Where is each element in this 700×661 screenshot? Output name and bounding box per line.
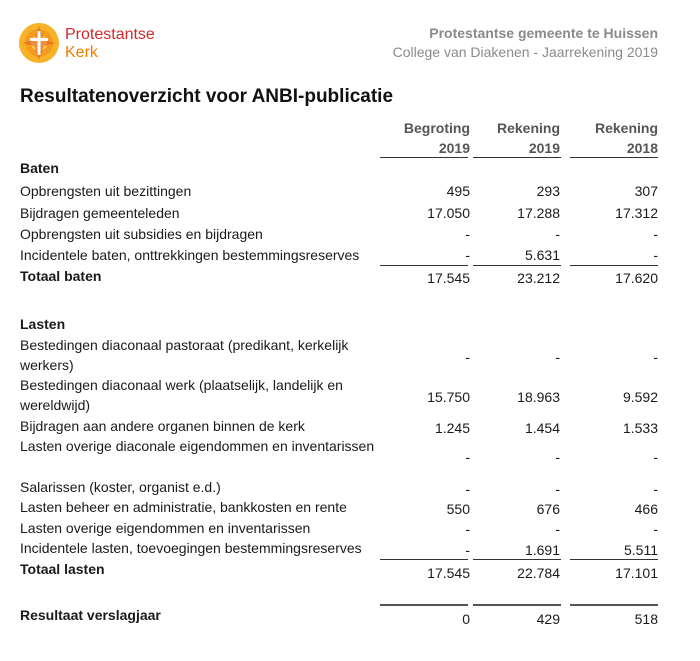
row-label: Opbrengsten uit bezittingen: [20, 183, 192, 199]
value-begroting-2019: 17.050: [427, 205, 470, 221]
value-begroting-2019: 17.545: [427, 270, 470, 286]
value-begroting-2019: -: [465, 247, 470, 263]
value-rekening-2019: -: [555, 481, 560, 497]
row-label: Totaal lasten: [20, 561, 105, 577]
value-rekening-2018: 1.533: [622, 420, 658, 436]
value-rekening-2018: -: [653, 521, 658, 537]
header-underline: [380, 157, 468, 158]
value-rekening-2018: -: [653, 449, 658, 465]
value-rekening-2019: 17.288: [517, 205, 560, 221]
value-begroting-2019: 495: [446, 183, 470, 199]
page-title: Resultatenoverzicht voor ANBI-publicatie: [20, 86, 394, 107]
row-label: Incidentele lasten, toevoegingen bestemmingsreserves: [20, 540, 362, 556]
value-begroting-2019: 550: [446, 501, 470, 517]
value-rekening-2018: -: [653, 226, 658, 242]
header-underline: [570, 157, 658, 158]
row-label: Lasten beheer en administratie, bankkosten en rente: [20, 499, 347, 515]
row-label: Bijdragen gemeenteleden: [20, 205, 180, 221]
row-label: Incidentele baten, onttrekkingen bestemmingsreserves: [20, 247, 360, 263]
logo-line-1: Protestantse: [65, 26, 155, 43]
value-rekening-2019: 18.963: [517, 389, 560, 405]
subtotal-line: [380, 265, 468, 266]
column-header-begroting-2019: Begroting 2019: [403, 120, 470, 156]
row-label: Lasten overige eigendommen en inventarissen: [20, 520, 311, 536]
value-rekening-2019: -: [555, 349, 560, 365]
subtotal-line: [473, 265, 561, 266]
value-rekening-2019: 293: [536, 183, 560, 199]
value-rekening-2018: 17.620: [615, 270, 658, 286]
value-rekening-2019: 1.454: [524, 420, 560, 436]
value-begroting-2019: -: [465, 349, 470, 365]
value-begroting-2019: -: [465, 449, 470, 465]
row-label: Lasten overige diaconale eigendommen en inventarissen: [20, 438, 375, 454]
value-rekening-2018: 466: [634, 501, 658, 517]
row-label: Bestedingen diaconaal pastoraat (predikant, kerkelijk werkers): [20, 337, 349, 373]
value-rekening-2019: -: [555, 521, 560, 537]
result-line: [570, 604, 658, 606]
document-subtitle: College van Diakenen - Jaarrekening 2019: [392, 44, 658, 60]
value-rekening-2018: 17.312: [615, 205, 658, 221]
value-begroting-2019: -: [465, 521, 470, 537]
value-begroting-2019: 17.545: [427, 565, 470, 581]
value-rekening-2018: -: [653, 349, 658, 365]
row-label: Resultaat verslagjaar: [20, 607, 161, 623]
value-rekening-2018: -: [653, 481, 658, 497]
logo-line-2: Kerk: [65, 44, 98, 61]
church-logo: [18, 22, 168, 64]
value-rekening-2018: 17.101: [615, 565, 658, 581]
subtotal-line: [473, 559, 561, 560]
value-rekening-2018: 5.511: [624, 542, 658, 558]
value-rekening-2018: 518: [634, 611, 658, 627]
row-label: Bestedingen diaconaal werk (plaatselijk, landelijk en wereldwijd): [20, 377, 343, 413]
header-underline: [473, 157, 561, 158]
result-line: [380, 604, 468, 606]
value-begroting-2019: 0: [462, 611, 470, 627]
row-label: Opbrengsten uit subsidies en bijdragen: [20, 226, 263, 242]
value-rekening-2019: 22.784: [517, 565, 560, 581]
value-rekening-2018: -: [653, 247, 658, 263]
column-header-rekening-2018: Rekening 2018: [594, 120, 658, 156]
value-begroting-2019: -: [465, 481, 470, 497]
value-rekening-2019: 5.631: [524, 247, 560, 263]
row-label: Totaal baten: [20, 268, 102, 284]
row-label: Bijdragen aan andere organen binnen de kerk: [20, 418, 305, 434]
value-begroting-2019: 15.750: [427, 389, 470, 405]
value-rekening-2019: 1.691: [524, 542, 560, 558]
row-label: Salarissen (koster, organist e.d.): [20, 479, 221, 495]
value-begroting-2019: -: [465, 226, 470, 242]
subtotal-line: [570, 559, 658, 560]
value-rekening-2019: -: [555, 226, 560, 242]
result-line: [473, 604, 561, 606]
value-rekening-2018: 9.592: [622, 389, 658, 405]
value-rekening-2019: 676: [536, 501, 560, 517]
column-header-rekening-2019: Rekening 2019: [496, 120, 560, 156]
value-rekening-2019: 23.212: [517, 270, 560, 286]
document-header: [393, 24, 658, 62]
subtotal-line: [570, 265, 658, 266]
value-rekening-2019: 429: [536, 611, 560, 627]
subtotal-line: [380, 559, 468, 560]
organization-name: Protestantse gemeente te Huissen: [429, 25, 658, 41]
value-begroting-2019: 1.245: [434, 420, 470, 436]
value-begroting-2019: -: [465, 542, 470, 558]
logo-wordmark: [65, 26, 155, 62]
church-logo-icon: [18, 22, 60, 64]
value-rekening-2018: 307: [634, 183, 658, 199]
value-rekening-2019: -: [555, 449, 560, 465]
